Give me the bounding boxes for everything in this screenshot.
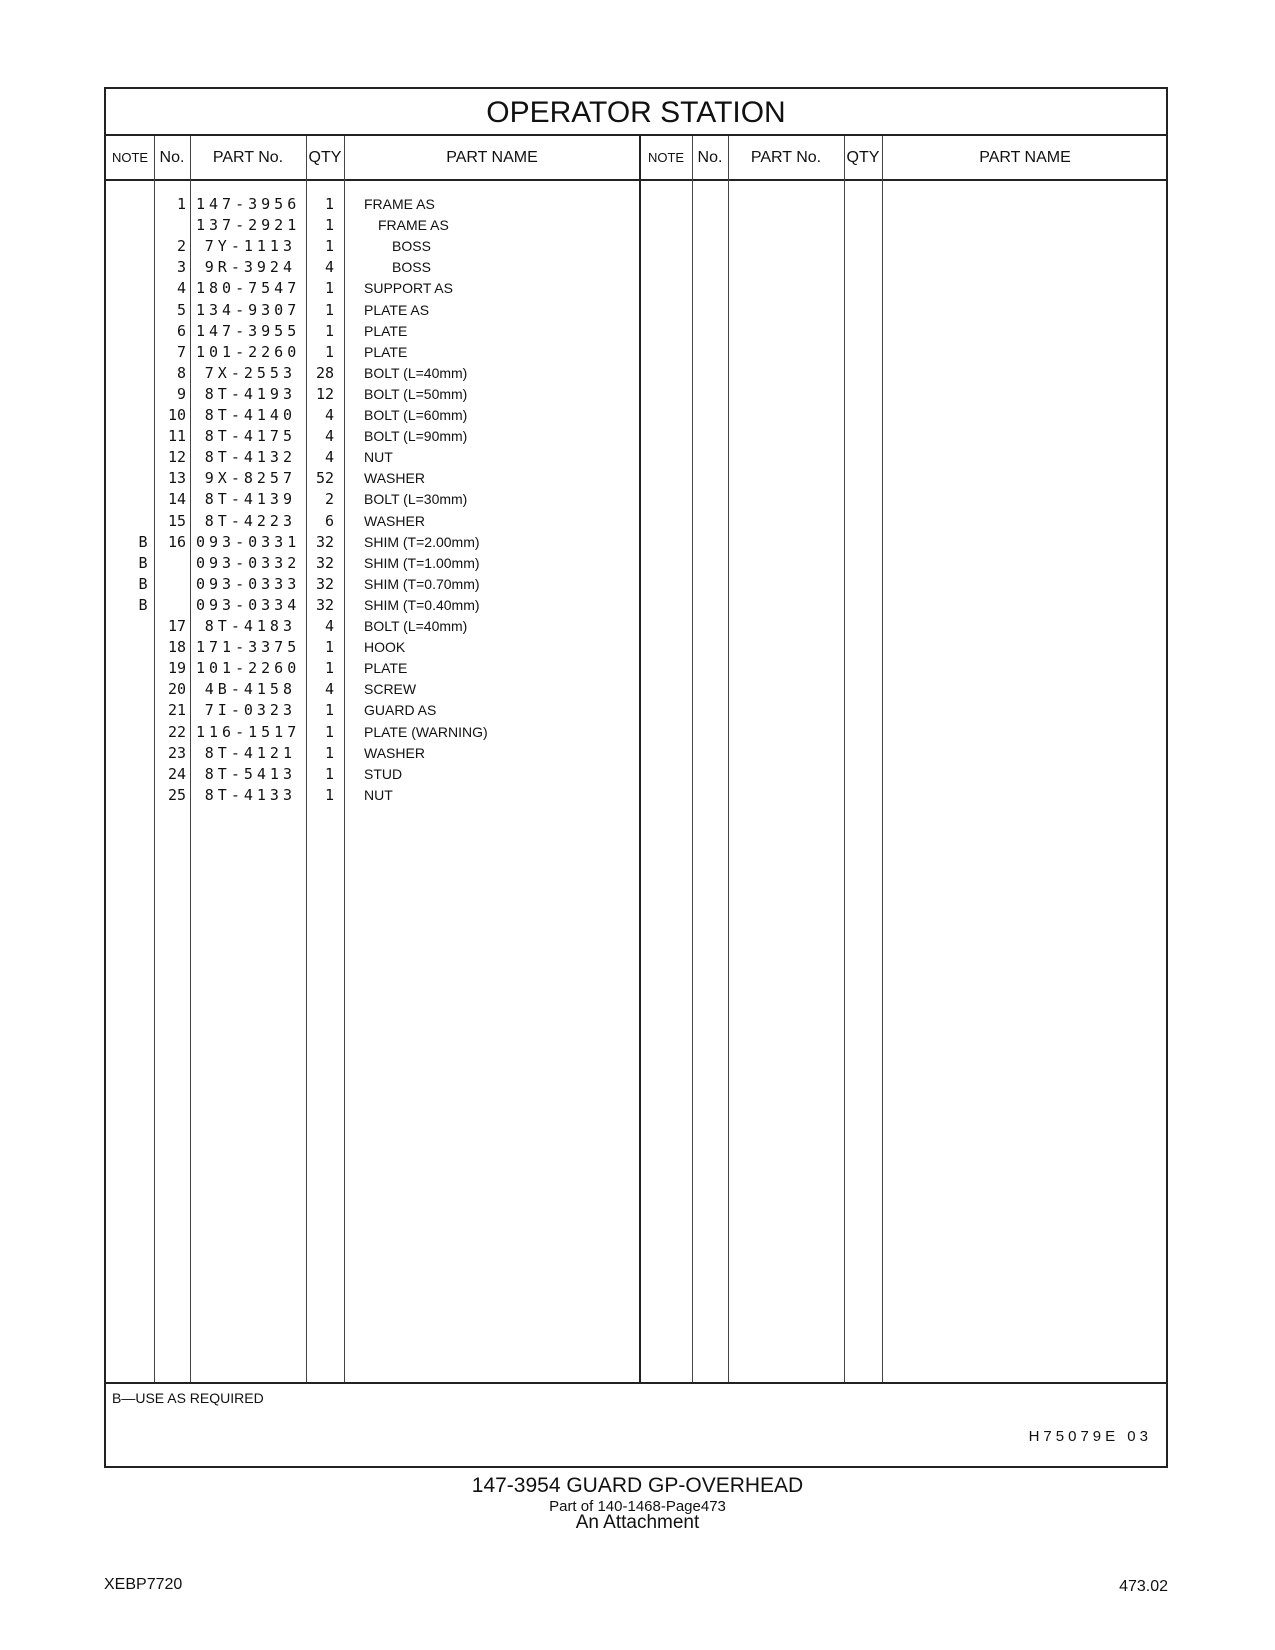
table-row xyxy=(106,488,1166,510)
row-item-number: 25 xyxy=(167,785,186,804)
table-row xyxy=(106,362,1166,384)
assembly-title: 147-3954 GUARD GP-OVERHEAD xyxy=(471,1474,804,1497)
table-row xyxy=(106,235,1166,257)
row-item-number: 6 xyxy=(176,321,186,340)
row-item-number: 16 xyxy=(167,532,186,551)
page-number: 473.02 xyxy=(1119,1578,1168,1595)
table-row xyxy=(106,256,1166,278)
header-part-no-right: PART No. xyxy=(750,149,822,166)
parts-list-frame xyxy=(104,87,1168,1468)
row-part-number: 093-0332 xyxy=(196,553,301,572)
row-part-name: PLATE (WARNING) xyxy=(364,723,488,740)
row-item-number: 24 xyxy=(167,764,186,783)
row-item-number: 14 xyxy=(167,490,186,509)
row-quantity: 32 xyxy=(315,574,334,593)
header-note-left: NOTE xyxy=(111,150,149,165)
row-part-number: 8T-4140 xyxy=(204,406,296,424)
row-part-name: SHIM (T=0.70mm) xyxy=(364,575,480,592)
row-part-number: 8T-4183 xyxy=(204,617,296,635)
table-row xyxy=(106,721,1166,743)
row-part-name: PLATE xyxy=(364,322,408,339)
row-quantity: 32 xyxy=(315,553,334,572)
assembly-parent: Part of 140-1468-Page473 xyxy=(549,1498,726,1515)
row-quantity: 1 xyxy=(324,638,334,657)
row-part-number: 093-0333 xyxy=(196,574,301,593)
row-part-name: BOSS xyxy=(392,238,431,255)
header-part-no-left: PART No. xyxy=(212,149,284,166)
row-quantity: 1 xyxy=(324,701,334,720)
row-part-name: BOLT (L=40mm) xyxy=(364,364,468,381)
row-quantity: 6 xyxy=(324,511,334,530)
table-row xyxy=(106,615,1166,637)
row-item-number: 9 xyxy=(176,384,186,403)
row-item-number: 11 xyxy=(167,427,186,446)
table-row xyxy=(106,277,1166,299)
table-row xyxy=(106,214,1166,236)
row-quantity: 1 xyxy=(324,300,334,319)
row-part-name: STUD xyxy=(364,765,403,782)
row-item-number: 8 xyxy=(176,363,186,382)
row-part-number: 4B-4158 xyxy=(204,680,296,699)
row-quantity: 1 xyxy=(324,237,334,256)
row-quantity: 4 xyxy=(324,258,334,277)
publication-number: XEBP7720 xyxy=(104,1576,183,1593)
row-part-name: BOLT (L=60mm) xyxy=(364,407,468,423)
document-reference: H75079E 03 xyxy=(1028,1428,1152,1445)
table-row xyxy=(106,763,1166,785)
row-part-name: SHIM (T=0.40mm) xyxy=(364,596,480,613)
table-row xyxy=(106,425,1166,447)
row-item-number: 17 xyxy=(167,617,186,635)
table-row xyxy=(106,467,1166,489)
row-quantity: 4 xyxy=(324,617,334,635)
row-part-name: NUT xyxy=(364,449,393,466)
table-row xyxy=(106,594,1166,616)
row-part-number: 147-3955 xyxy=(196,321,301,340)
row-item-number: 7 xyxy=(176,342,186,361)
row-part-name: PLATE AS xyxy=(364,301,430,318)
row-part-number: 8T-4133 xyxy=(204,785,296,804)
row-item-number: 4 xyxy=(176,279,186,298)
row-part-number: 101-2260 xyxy=(196,342,301,361)
row-part-name: BOLT (L=90mm) xyxy=(364,428,468,445)
row-part-name: BOLT (L=30mm) xyxy=(364,491,468,508)
row-part-number: 8T-4132 xyxy=(204,448,296,467)
row-quantity: 1 xyxy=(324,764,334,783)
row-part-name: FRAME AS xyxy=(378,217,449,234)
row-quantity: 1 xyxy=(324,342,334,361)
table-row xyxy=(106,320,1166,342)
row-item-number: 1 xyxy=(176,195,186,213)
row-part-name: SHIM (T=1.00mm) xyxy=(364,554,480,571)
row-note: B xyxy=(138,553,148,572)
row-note: B xyxy=(138,532,148,551)
row-quantity: 2 xyxy=(324,490,334,509)
table-row xyxy=(106,383,1166,405)
row-quantity: 1 xyxy=(324,659,334,678)
row-quantity: 1 xyxy=(324,279,334,298)
row-quantity: 52 xyxy=(315,469,334,488)
row-item-number: 19 xyxy=(167,659,186,678)
row-quantity: 32 xyxy=(315,532,334,551)
table-row xyxy=(106,299,1166,321)
table-row xyxy=(106,573,1166,595)
row-part-number: 180-7547 xyxy=(196,279,301,298)
table-row xyxy=(106,636,1166,658)
row-part-number: 137-2921 xyxy=(196,216,301,235)
row-item-number: 2 xyxy=(176,237,186,256)
row-item-number: 23 xyxy=(167,743,186,762)
table-row xyxy=(106,784,1166,806)
table-row xyxy=(106,404,1166,426)
table-row xyxy=(106,193,1166,215)
table-row xyxy=(106,446,1166,468)
row-part-name: WASHER xyxy=(364,512,425,529)
header-no-right: No. xyxy=(697,149,723,166)
row-part-name: NUT xyxy=(364,786,393,803)
page-title: OPERATOR STATION xyxy=(106,89,1166,136)
row-part-number: 7I-0323 xyxy=(204,701,296,720)
row-item-number: 18 xyxy=(167,638,186,657)
row-part-number: 8T-5413 xyxy=(204,764,296,783)
row-quantity: 1 xyxy=(324,195,334,213)
row-part-number: 7Y-1113 xyxy=(204,237,296,256)
table-row xyxy=(106,699,1166,721)
row-part-number: 8T-4193 xyxy=(204,384,296,403)
table-row xyxy=(106,742,1166,764)
table-row xyxy=(106,510,1166,532)
row-part-number: 171-3375 xyxy=(196,638,301,657)
row-part-number: 093-0331 xyxy=(196,532,301,551)
row-part-number: 116-1517 xyxy=(196,722,301,741)
table-row xyxy=(106,678,1166,700)
row-item-number: 21 xyxy=(167,701,186,720)
header-note-right: NOTE xyxy=(647,150,685,165)
row-part-name: HOOK xyxy=(364,639,406,656)
row-part-name: BOLT (L=40mm) xyxy=(364,618,468,634)
row-part-number: 8T-4121 xyxy=(204,743,296,762)
row-note: B xyxy=(138,574,148,593)
header-no-left: No. xyxy=(159,149,185,166)
row-part-number: 147-3956 xyxy=(196,195,301,213)
row-part-name: SHIM (T=2.00mm) xyxy=(364,533,480,550)
row-part-name: SUPPORT AS xyxy=(364,280,453,297)
table-row xyxy=(106,552,1166,574)
row-item-number: 12 xyxy=(167,448,186,467)
row-part-number: 101-2260 xyxy=(196,659,301,678)
row-quantity: 12 xyxy=(315,384,334,403)
row-part-name: SCREW xyxy=(364,681,417,698)
row-item-number: 22 xyxy=(167,722,186,741)
row-item-number: 3 xyxy=(176,258,186,277)
row-part-name: BOSS xyxy=(392,259,431,276)
note-legend: B—USE AS REQUIRED xyxy=(112,1390,264,1406)
row-part-name: PLATE xyxy=(364,660,408,677)
table-row xyxy=(106,657,1166,679)
row-quantity: 1 xyxy=(324,785,334,804)
row-part-number: 9X-8257 xyxy=(204,469,296,488)
row-item-number: 15 xyxy=(167,511,186,530)
table-row xyxy=(106,531,1166,553)
row-quantity: 4 xyxy=(324,448,334,467)
row-part-number: 093-0334 xyxy=(196,595,301,614)
row-item-number: 20 xyxy=(167,680,186,699)
row-quantity: 1 xyxy=(324,321,334,340)
row-part-number: 8T-4139 xyxy=(204,490,296,509)
header-qty-right: QTY xyxy=(846,149,880,166)
row-quantity: 1 xyxy=(324,743,334,762)
row-quantity: 1 xyxy=(324,722,334,741)
row-part-number: 8T-4175 xyxy=(204,427,296,446)
row-part-number: 7X-2553 xyxy=(204,363,296,382)
row-quantity: 28 xyxy=(315,363,334,382)
table-header xyxy=(106,136,1166,181)
row-note: B xyxy=(138,595,148,614)
row-item-number: 10 xyxy=(167,406,186,424)
row-quantity: 4 xyxy=(324,406,334,424)
header-part-name-right: PART NAME xyxy=(979,149,1071,166)
row-part-name: WASHER xyxy=(364,744,425,761)
assembly-type: An Attachment xyxy=(575,1512,700,1533)
header-part-name-left: PART NAME xyxy=(446,149,538,166)
row-part-name: PLATE xyxy=(364,343,408,360)
row-quantity: 1 xyxy=(324,216,334,235)
row-part-number: 9R-3924 xyxy=(204,258,296,277)
row-quantity: 32 xyxy=(315,595,334,614)
header-qty-left: QTY xyxy=(308,149,342,166)
row-part-name: GUARD AS xyxy=(364,702,437,719)
row-part-name: WASHER xyxy=(364,470,425,487)
row-part-number: 134-9307 xyxy=(196,300,301,319)
row-part-name: BOLT (L=50mm) xyxy=(364,385,468,402)
table-row xyxy=(106,341,1166,363)
row-part-number: 8T-4223 xyxy=(204,511,296,530)
row-item-number: 13 xyxy=(167,469,186,488)
row-quantity: 4 xyxy=(324,680,334,699)
table-footer xyxy=(106,1382,1166,1468)
row-quantity: 4 xyxy=(324,427,334,446)
row-item-number: 5 xyxy=(176,300,186,319)
row-part-name: FRAME AS xyxy=(364,196,435,212)
